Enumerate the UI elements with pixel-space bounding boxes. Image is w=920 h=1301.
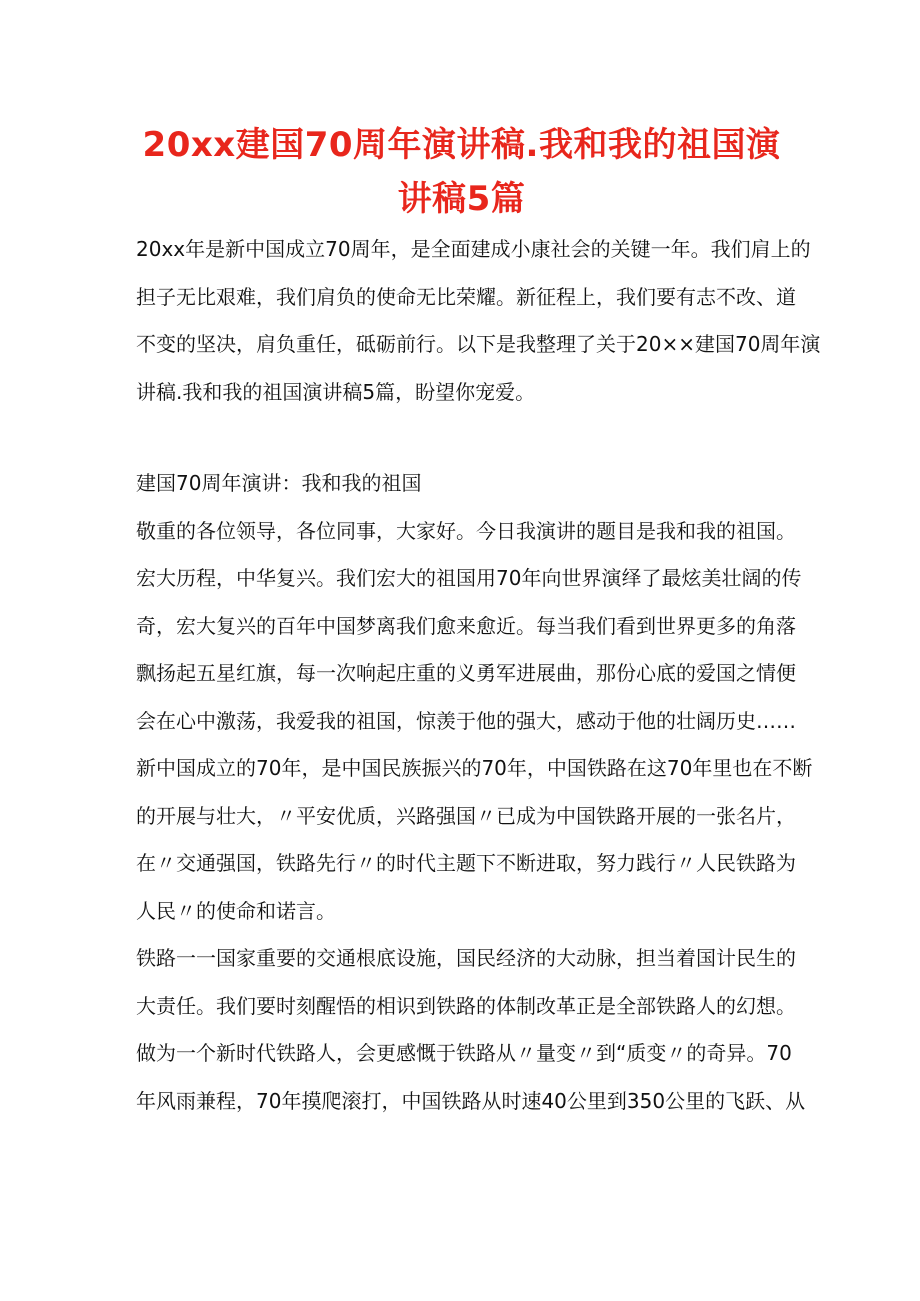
paragraph-4-line-3: 做为一个新时代铁路人，会更感慨于铁路从〃量变〃到“质变〃的奇异。70: [136, 1041, 792, 1065]
intro-line-3: 不变的坚决，肩负重任，砥砺前行。以下是我整理了关于20××建国70周年演: [136, 332, 821, 356]
section-heading: 建国70周年演讲：我和我的祖国: [136, 471, 422, 495]
body-paragraph-1: [136, 508, 796, 556]
body-paragraph-4: [136, 935, 806, 1125]
paragraph-4-line-4: 年风雨兼程，70年摸爬滚打，中国铁路从时速40公里到350公里的飞跃、从: [136, 1088, 806, 1113]
intro-line-1: 20xx年是新中国成立70周年，是全面建成小康社会的关键一年。我们肩上的: [136, 237, 811, 261]
paragraph-3-line-1: 新中国成立的70年，是中国民族振兴的70年，中国铁路在这70年里也在不断: [136, 756, 813, 780]
paragraph-1-line-1: 敬重的各位领导，各位同事，大家好。今日我演讲的题目是我和我的祖国。: [136, 518, 796, 543]
intro-line-4: 讲稿.我和我的祖国演讲稿5篇，盼望你宠爱。: [136, 379, 536, 404]
paragraph-3-line-2: 的开展与壮大，〃平安优质，兴路强国〃已成为中国铁路开展的一张名片，: [136, 803, 796, 828]
paragraph-3-line-4: 人民〃的使命和诺言。: [136, 898, 336, 923]
paragraph-2-line-4: 会在心中激荡，我爱我的祖国，惊羡于他的强大，感动于他的壮阔历史……: [136, 708, 796, 733]
body-paragraph-3: [136, 745, 813, 935]
paragraph-4-line-1: 铁路一一国家重要的交通根底设施，国民经济的大动脉，担当着国计民生的: [136, 946, 796, 970]
title-line-1: 20xx建国70周年演讲稿.我和我的祖国演: [142, 125, 781, 165]
intro-line-2: 担子无比艰难，我们肩负的使命无比荣耀。新征程上，我们要有志不改、道: [136, 284, 796, 309]
paragraph-2-line-1: 宏大历程，中华复兴。我们宏大的祖国用70年向世界演绎了最炫美壮阔的传: [136, 566, 802, 590]
paragraph-3-line-3: 在〃交通强国，铁路先行〃的时代主题下不断进取，努力践行〃人民铁路为: [136, 851, 796, 875]
title-line-2: 讲稿5篇: [397, 179, 526, 219]
intro-paragraph: [136, 226, 821, 416]
paragraph-2-line-2: 奇，宏大复兴的百年中国梦离我们愈来愈近。每当我们看到世界更多的角落: [136, 613, 796, 638]
body-paragraph-2: [136, 555, 802, 745]
paragraph-2-line-3: 飘扬起五星红旗，每一次响起庄重的义勇军进展曲，那份心底的爱国之情便: [136, 661, 796, 685]
paragraph-4-line-2: 大责任。我们要时刻醒悟的相识到铁路的体制改革正是全部铁路人的幻想。: [136, 993, 796, 1018]
document-title: [136, 118, 787, 226]
speech-body: [136, 508, 813, 1126]
